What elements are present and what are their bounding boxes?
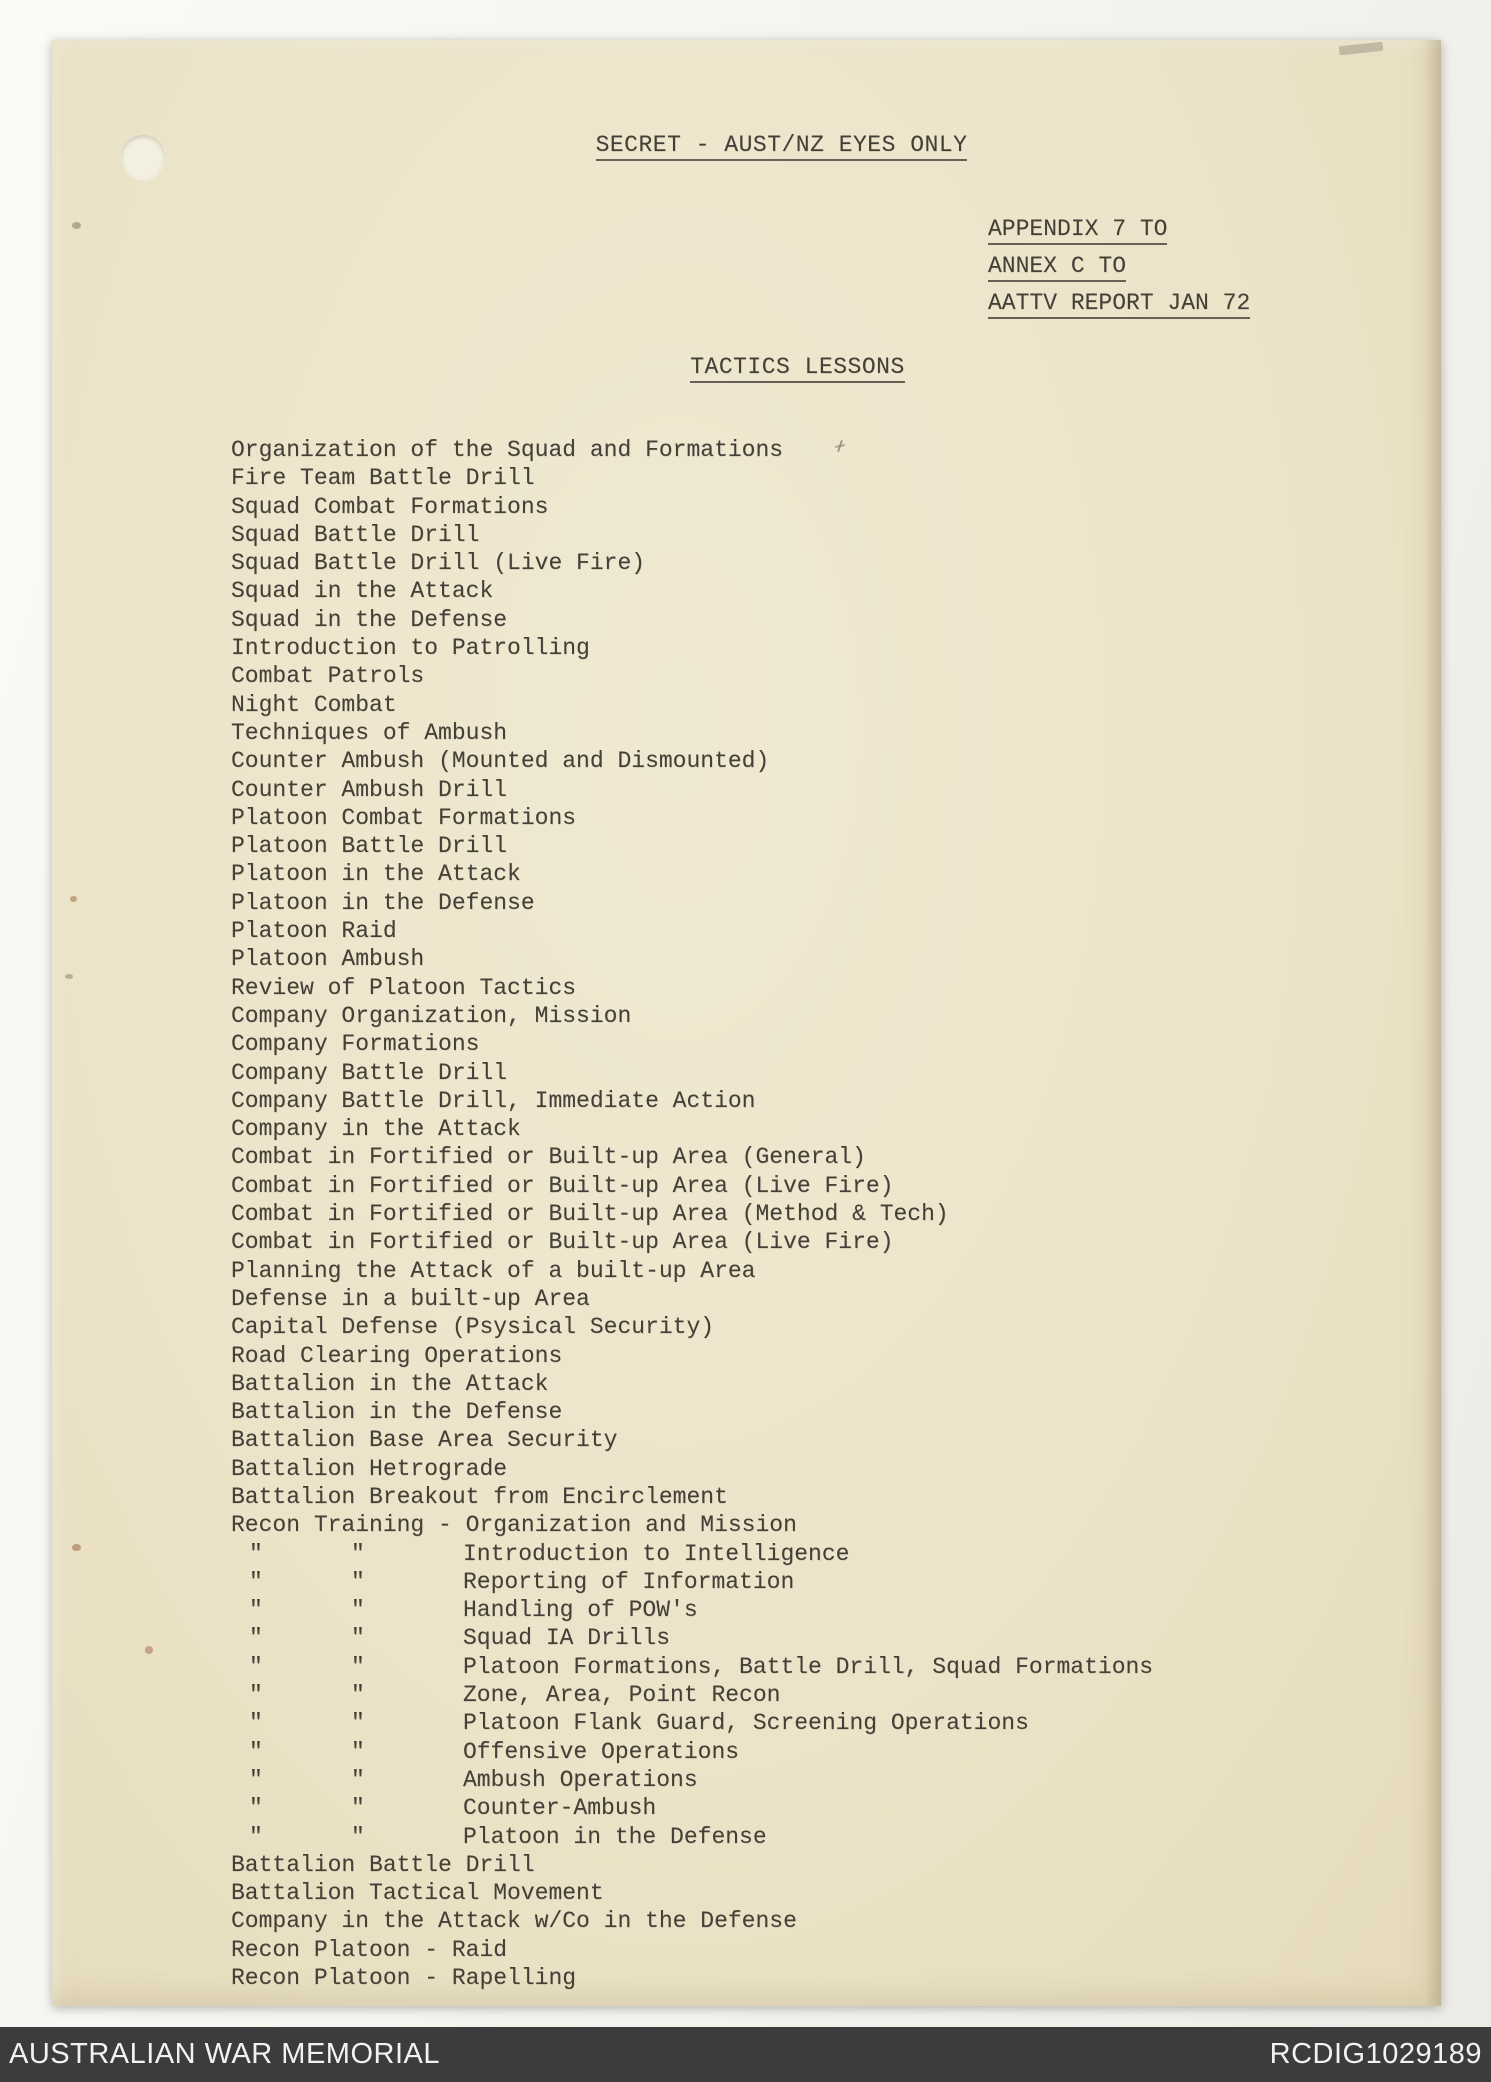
lesson-item bbox=[231, 889, 1153, 917]
ditto-mark: " bbox=[249, 1597, 263, 1624]
lesson-item bbox=[231, 1511, 1153, 1539]
lesson-text: Introduction to Patrolling bbox=[231, 635, 590, 662]
lesson-item bbox=[231, 1200, 1153, 1228]
paper-speck bbox=[72, 1544, 81, 1551]
lesson-item bbox=[231, 719, 1153, 747]
lesson-text: Battalion in the Defense bbox=[231, 1399, 563, 1426]
lesson-text: Platoon Raid bbox=[231, 918, 397, 945]
classification-text: SECRET - AUST/NZ EYES ONLY bbox=[596, 132, 968, 161]
lesson-text: Recon Training - Organization and Mission bbox=[231, 1512, 797, 1539]
ditto-mark: " bbox=[351, 1653, 365, 1680]
lesson-text: Platoon in the Defense bbox=[231, 889, 535, 916]
lesson-item bbox=[231, 1285, 1153, 1313]
lesson-item bbox=[231, 493, 1153, 521]
lesson-item bbox=[231, 691, 1153, 719]
lesson-item bbox=[231, 521, 1153, 549]
document-page bbox=[52, 40, 1441, 2006]
lesson-text: Counter-Ambush bbox=[463, 1795, 657, 1822]
lessons-list bbox=[231, 436, 1153, 1992]
ditto-mark: " bbox=[351, 1823, 365, 1850]
lesson-text: Squad in the Attack bbox=[231, 578, 494, 605]
lesson-text: Combat in Fortified or Built-up Area (General) bbox=[231, 1144, 866, 1171]
lesson-text: Squad in the Defense bbox=[231, 606, 508, 633]
lesson-text: Introduction to Intelligence bbox=[463, 1540, 850, 1567]
appendix-line: APPENDIX 7 TO bbox=[988, 216, 1250, 253]
lesson-item bbox=[231, 1568, 1153, 1596]
document-title: TACTICS LESSONS bbox=[52, 354, 1441, 380]
lesson-item bbox=[231, 945, 1153, 973]
lesson-item bbox=[231, 1738, 1153, 1766]
ditto-mark: " bbox=[351, 1540, 365, 1567]
lesson-text: Handling of POW's bbox=[463, 1597, 698, 1624]
lesson-text: Squad Battle Drill (Live Fire) bbox=[231, 550, 646, 577]
lesson-item bbox=[231, 1398, 1153, 1426]
lesson-item bbox=[231, 549, 1153, 577]
ditto-mark: " bbox=[249, 1795, 263, 1822]
lesson-item bbox=[231, 1936, 1153, 1964]
ditto-mark: " bbox=[249, 1625, 263, 1652]
lesson-text: Recon Platoon - Rapelling bbox=[231, 1965, 577, 1992]
lesson-item bbox=[231, 436, 1153, 464]
lesson-item bbox=[231, 1794, 1153, 1822]
lesson-item bbox=[231, 1257, 1153, 1285]
lesson-text: Battalion Base Area Security bbox=[231, 1427, 618, 1454]
ditto-mark: " bbox=[249, 1568, 263, 1595]
lesson-item bbox=[231, 464, 1153, 492]
ditto-mark: " bbox=[249, 1738, 263, 1765]
ditto-mark: " bbox=[351, 1795, 365, 1822]
lesson-text: Platoon Battle Drill bbox=[231, 833, 508, 860]
footer-bar bbox=[0, 2027, 1491, 2082]
lesson-text: Platoon Flank Guard, Screening Operations bbox=[463, 1710, 1029, 1737]
lesson-item bbox=[231, 1342, 1153, 1370]
lesson-item bbox=[231, 662, 1153, 690]
lesson-item bbox=[231, 634, 1153, 662]
lesson-item bbox=[231, 1879, 1153, 1907]
lesson-text: Combat in Fortified or Built-up Area (Live Fire) bbox=[231, 1172, 894, 1199]
ditto-mark: " bbox=[249, 1823, 263, 1850]
lesson-text: Platoon Ambush bbox=[231, 946, 425, 973]
lesson-item bbox=[231, 1653, 1153, 1681]
lesson-text: Combat in Fortified or Built-up Area (Live Fire) bbox=[231, 1229, 894, 1256]
catalog-id: RCDIG1029189 bbox=[1269, 2038, 1482, 2070]
lesson-text: Recon Platoon - Raid bbox=[231, 1936, 508, 1963]
lesson-item bbox=[231, 1228, 1153, 1256]
lesson-item bbox=[231, 1624, 1153, 1652]
lesson-item bbox=[231, 1455, 1153, 1483]
lesson-text: Review of Platoon Tactics bbox=[231, 974, 577, 1001]
ditto-mark: " bbox=[351, 1597, 365, 1624]
lesson-text: Techniques of Ambush bbox=[231, 719, 508, 746]
lesson-item bbox=[231, 1370, 1153, 1398]
lesson-item bbox=[231, 804, 1153, 832]
lesson-text: Planning the Attack of a built-up Area bbox=[231, 1257, 756, 1284]
lesson-item bbox=[231, 1172, 1153, 1200]
ditto-mark: " bbox=[351, 1766, 365, 1793]
lesson-text: Squad Combat Formations bbox=[231, 493, 549, 520]
lesson-item bbox=[231, 860, 1153, 888]
lesson-item bbox=[231, 1766, 1153, 1794]
lesson-item bbox=[231, 1540, 1153, 1568]
lesson-item bbox=[231, 1059, 1153, 1087]
corner-fold-mark bbox=[1339, 42, 1384, 56]
lesson-item bbox=[231, 1313, 1153, 1341]
lesson-text: Squad IA Drills bbox=[463, 1625, 671, 1652]
lesson-text: Squad Battle Drill bbox=[231, 521, 480, 548]
lesson-item bbox=[231, 606, 1153, 634]
lesson-text: Combat in Fortified or Built-up Area (Method & Tech) bbox=[231, 1201, 949, 1228]
lesson-text: Battalion Hetrograde bbox=[231, 1455, 508, 1482]
lesson-item bbox=[231, 1681, 1153, 1709]
lesson-text: Company in the Attack w/Co in the Defense bbox=[231, 1908, 797, 1935]
lesson-text: Battalion Breakout from Encirclement bbox=[231, 1483, 728, 1510]
classification-header bbox=[52, 132, 1441, 158]
lesson-item bbox=[231, 577, 1153, 605]
lesson-text: Company in the Attack bbox=[231, 1116, 521, 1143]
lesson-item bbox=[231, 917, 1153, 945]
appendix-line: AATTV REPORT JAN 72 bbox=[988, 290, 1250, 327]
ditto-mark: " bbox=[249, 1682, 263, 1709]
lesson-text: Organization of the Squad and Formations bbox=[231, 437, 784, 463]
appendix-block bbox=[988, 216, 1250, 327]
lesson-text: Offensive Operations bbox=[463, 1738, 740, 1765]
lesson-text: Platoon Formations, Battle Drill, Squad Formations bbox=[463, 1653, 1154, 1680]
paper-speck bbox=[145, 1646, 153, 1654]
ditto-mark: " bbox=[351, 1568, 365, 1595]
lesson-text: Capital Defense (Psysical Security) bbox=[231, 1314, 715, 1341]
lesson-text: Night Combat bbox=[231, 691, 397, 718]
ditto-mark: " bbox=[249, 1710, 263, 1737]
ditto-mark: " bbox=[351, 1738, 365, 1765]
lesson-text: Road Clearing Operations bbox=[231, 1342, 563, 1369]
lesson-text: Platoon Combat Formations bbox=[231, 804, 577, 831]
lesson-text: Reporting of Information bbox=[463, 1568, 795, 1595]
lesson-item bbox=[231, 1426, 1153, 1454]
lesson-item bbox=[231, 832, 1153, 860]
lesson-item bbox=[231, 1907, 1153, 1935]
ditto-mark: " bbox=[249, 1540, 263, 1567]
lesson-item bbox=[231, 1087, 1153, 1115]
ditto-mark: " bbox=[249, 1766, 263, 1793]
lesson-text: Battalion Tactical Movement bbox=[231, 1880, 604, 1907]
lesson-text: Company Formations bbox=[231, 1031, 480, 1058]
lesson-text: Zone, Area, Point Recon bbox=[463, 1682, 781, 1709]
lesson-text: Ambush Operations bbox=[463, 1766, 698, 1793]
lesson-item bbox=[231, 747, 1153, 775]
lesson-text: Platoon in the Attack bbox=[231, 861, 521, 888]
lesson-item bbox=[231, 1115, 1153, 1143]
lesson-text: Company Organization, Mission bbox=[231, 1002, 632, 1029]
lesson-item bbox=[231, 1483, 1153, 1511]
lesson-item bbox=[231, 1964, 1153, 1992]
lesson-item bbox=[231, 1143, 1153, 1171]
ditto-mark: " bbox=[351, 1682, 365, 1709]
ditto-mark: " bbox=[351, 1625, 365, 1652]
lesson-item bbox=[231, 1823, 1153, 1851]
lesson-text: Battalion Battle Drill bbox=[231, 1851, 535, 1878]
lesson-item bbox=[231, 1851, 1153, 1879]
paper-speck bbox=[70, 896, 77, 902]
lesson-item bbox=[231, 776, 1153, 804]
appendix-line: ANNEX C TO bbox=[988, 253, 1250, 290]
lesson-item bbox=[231, 1596, 1153, 1624]
lesson-item bbox=[231, 1030, 1153, 1058]
lesson-text: Fire Team Battle Drill bbox=[231, 465, 535, 492]
lesson-text: Company Battle Drill, Immediate Action bbox=[231, 1087, 756, 1114]
lesson-text: Battalion in the Attack bbox=[231, 1370, 549, 1397]
lesson-item bbox=[231, 1002, 1153, 1030]
lesson-item bbox=[231, 1709, 1153, 1737]
pencil-mark bbox=[834, 438, 846, 454]
ditto-mark: " bbox=[351, 1710, 365, 1737]
lesson-text: Counter Ambush (Mounted and Dismounted) bbox=[231, 748, 770, 775]
lesson-text: Company Battle Drill bbox=[231, 1059, 508, 1086]
archive-name: AUSTRALIAN WAR MEMORIAL bbox=[9, 2038, 440, 2070]
paper-speck bbox=[72, 222, 81, 229]
lesson-text: Combat Patrols bbox=[231, 663, 425, 690]
lesson-text: Counter Ambush Drill bbox=[231, 776, 508, 803]
ditto-mark: " bbox=[249, 1653, 263, 1680]
paper-speck bbox=[65, 974, 73, 979]
lesson-item bbox=[231, 974, 1153, 1002]
lesson-text: Platoon in the Defense bbox=[463, 1823, 767, 1850]
lesson-text: Defense in a built-up Area bbox=[231, 1285, 590, 1312]
